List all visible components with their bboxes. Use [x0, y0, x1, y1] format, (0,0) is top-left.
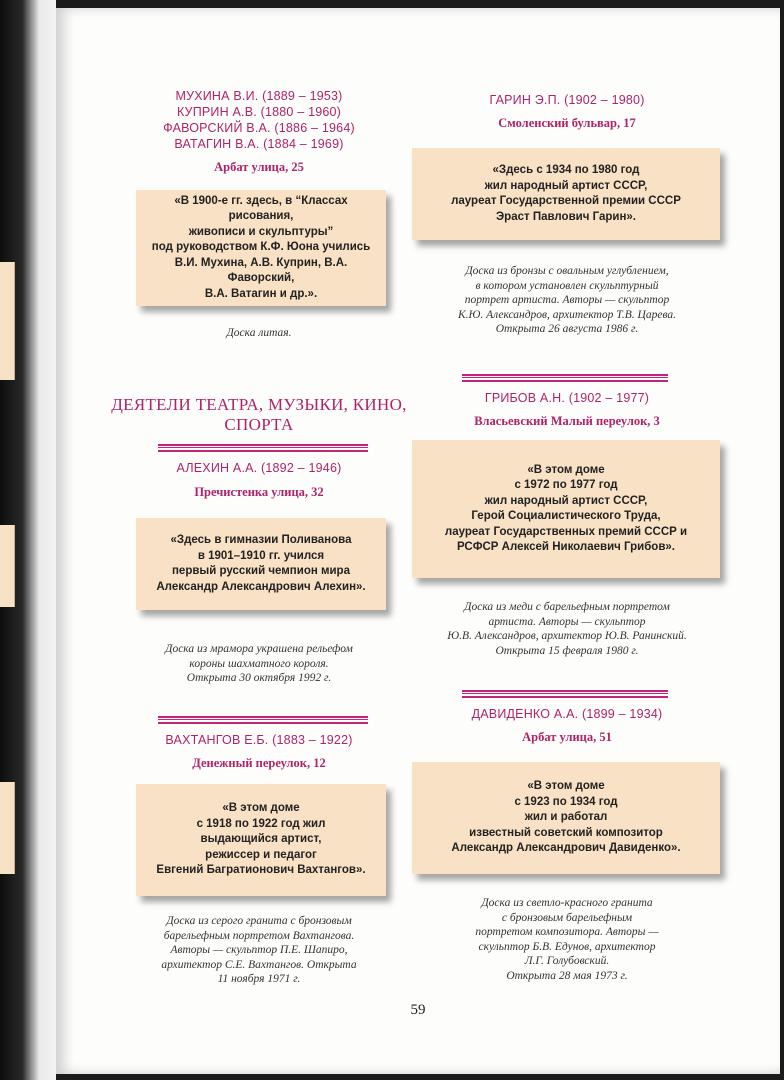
- plaque-description: Доска литая.: [226, 327, 292, 339]
- plaque-text: «В этом доме с 1972 по 1977 год жил народный артист СССР, Герой Социалистического Труда, лауреат Государственных премий СССР и РСФСР Алексей Николаевич Грибов».: [412, 440, 720, 578]
- plaque-text: «В этом доме с 1923 по 1934 год жил и работал известный советский композитор Александр Александрович Давиденко».: [412, 762, 720, 874]
- person-name: ВАХТАНГОВ Е.Б. (1883 – 1922): [165, 733, 353, 747]
- person-name: АЛЕХИН А.А. (1892 – 1946): [176, 461, 342, 475]
- divider: [462, 690, 668, 698]
- address: Пречистенка улица, 32: [194, 485, 324, 499]
- address: Арбат улица, 25: [214, 160, 304, 174]
- plaque-description: Доска из бронзы с овальным углублением, в котором установлен скульптурный портрет артиста. Авторы — скульптор К.Ю. Александров, архитектор Т.В. Царева. Открыта 26 августа 1986 г.: [457, 265, 677, 335]
- address: Смоленский бульвар, 17: [498, 116, 636, 130]
- adjacent-page-edge: [0, 782, 15, 874]
- section-title: ДЕЯТЕЛИ ТЕАТРА, МУЗЫКИ, КИНО, СПОРТА: [111, 395, 407, 434]
- person-name: ДАВИДЕНКО А.А. (1899 – 1934): [471, 707, 663, 721]
- plaque-description: Доска из серого гранита с бронзовым барельефным портретом Вахтангова. Авторы — скульптор П.Е. Шапиро, архитектор С.Е. Вахтангов. Открыта 11 ноября 1971 г.: [161, 915, 357, 985]
- plaque-text: «Здесь в гимназии Поливанова в 1901–1910 гг. учился первый русский чемпион мира Александр Александрович Алехин».: [136, 518, 386, 610]
- person-name: КУПРИН А.В. (1880 – 1960): [176, 105, 342, 119]
- plaque-text: «Здесь с 1934 по 1980 год жил народный артист СССР, лауреат Государственной премии СССР Эраст Павлович Гарин».: [412, 148, 720, 240]
- person-name: ФАВОРСКИЙ В.А. (1886 – 1964): [163, 121, 355, 135]
- adjacent-page-edge: [0, 262, 15, 380]
- divider: [158, 716, 368, 724]
- plaque-description: Доска из мрамора украшена рельефом короны шахматного короля. Открыта 30 октября 1992 г.: [165, 643, 353, 684]
- page-number: 59: [410, 1002, 426, 1018]
- address: Власьевский Малый переулок, 3: [474, 414, 660, 428]
- plaque-description: Доска из меди с барельефным портретом артиста. Авторы — скульптор Ю.В. Александров, архитектор Ю.В. Ранинский. Открыта 15 февраля 1980 г.: [447, 601, 687, 657]
- book-spine: [0, 0, 56, 1080]
- names-block: [94, 88, 424, 152]
- plaque-text: «В 1900-е гг. здесь, в “Классах рисования, живописи и скульптуры” под руководством К.Ф. Юона учились В.И. Мухина, А.В. Куприн, В.А. Фаворский, В.А. Ватагин и др.».: [136, 190, 386, 306]
- person-name: МУХИНА В.И. (1889 – 1953): [175, 89, 343, 103]
- person-name: ВАТАГИН В.А. (1884 – 1969): [174, 137, 344, 151]
- person-name: ГАРИН Э.П. (1902 – 1980): [489, 93, 645, 107]
- plaque-description: Доска из светло-красного гранита с бронзовым барельефным портретом композитора. Авторы — скульптор Б.В. Едунов, архитектор Л.Г. Голубовский. Открыта 28 мая 1973 г.: [475, 897, 659, 982]
- plaque-text: «В этом доме с 1918 по 1922 год жил выдающийся артист, режиссер и педагог Евгений Багратионович Вахтангов».: [136, 784, 386, 896]
- address: Денежный переулок, 12: [192, 756, 326, 770]
- book-page: [56, 8, 780, 1074]
- divider: [462, 374, 668, 382]
- address: Арбат улица, 51: [522, 730, 612, 744]
- adjacent-page-edge: [0, 525, 15, 607]
- person-name: ГРИБОВ А.Н. (1902 – 1977): [484, 391, 650, 405]
- divider: [158, 444, 368, 452]
